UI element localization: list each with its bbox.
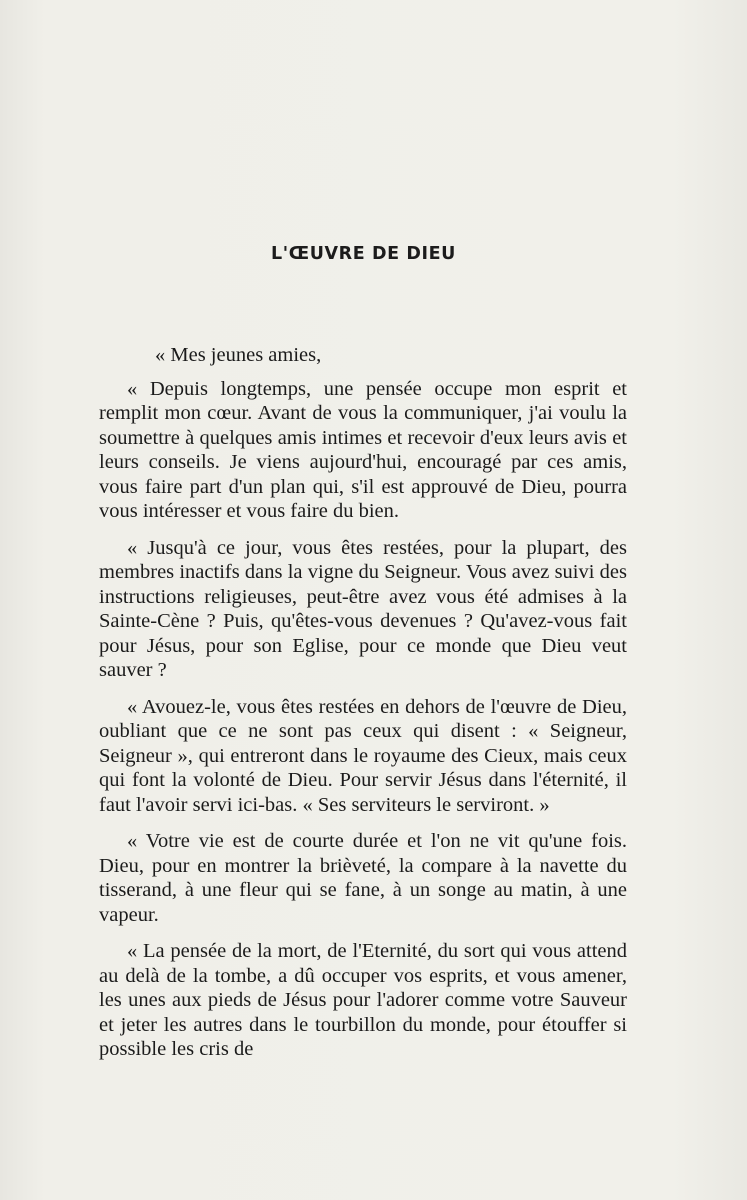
paragraph: « La pensée de la mort, de l'Eternité, du sort qui vous attend au delà de la tombe, a dû occuper vos esprits, et vous amener, les unes aux pieds de Jésus pour l'adorer comme votre Sauveur et jeter les autres dans le tourbillon du monde, pour étouffer si possible les cris de [99,940,627,1060]
paragraph: « Depuis longtemps, une pensée occupe mon esprit et remplit mon cœur. Avant de vous la communiquer, j'ai voulu la soumettre à quelques amis intimes et recevoir d'eux leurs avis et leurs conseils. Je viens aujourd'hui, encouragé par ces amis, vous faire part d'un plan qui, s'il est approuvé de Dieu, pourra vous intéresser et vous faire du bien. [99,377,627,522]
paragraph: « Jusqu'à ce jour, vous êtes restées, pour la plupart, des membres inactifs dans la vigne du Seigneur. Vous avez suivi des instructions religieuses, peut-être avez vous été admises à la Sainte-Cène ? Puis, qu'êtes-vous devenues ? Qu'avez-vous fait pour Jésus, pour son Eglise, pour ce monde que Dieu veut sauver ? [99,536,627,681]
paragraph: « Avouez-le, vous êtes restées en dehors de l'œuvre de Dieu, oubliant que ce ne sont pas ceux qui disent : « Seigneur, Seigneur », qui entreront dans le royaume des Cieux, mais ceux qui font la volonté de Dieu. Pour servir Jésus dans l'éternité, il faut l'avoir servi ici-bas. « Ses serviteurs le serviront. » [99,695,627,816]
paragraph: « Votre vie est de courte durée et l'on ne vit qu'une fois. Dieu, pour en montrer la brièveté, la compare à la navette du tisserand, à une fleur qui se fane, à un songe au matin, à une vapeur. [99,830,627,926]
chapter-title: L'ŒUVRE DE DIEU [271,244,456,264]
body-text [99,343,627,1074]
paragraph-salutation: « Mes jeunes amies, [155,344,322,366]
